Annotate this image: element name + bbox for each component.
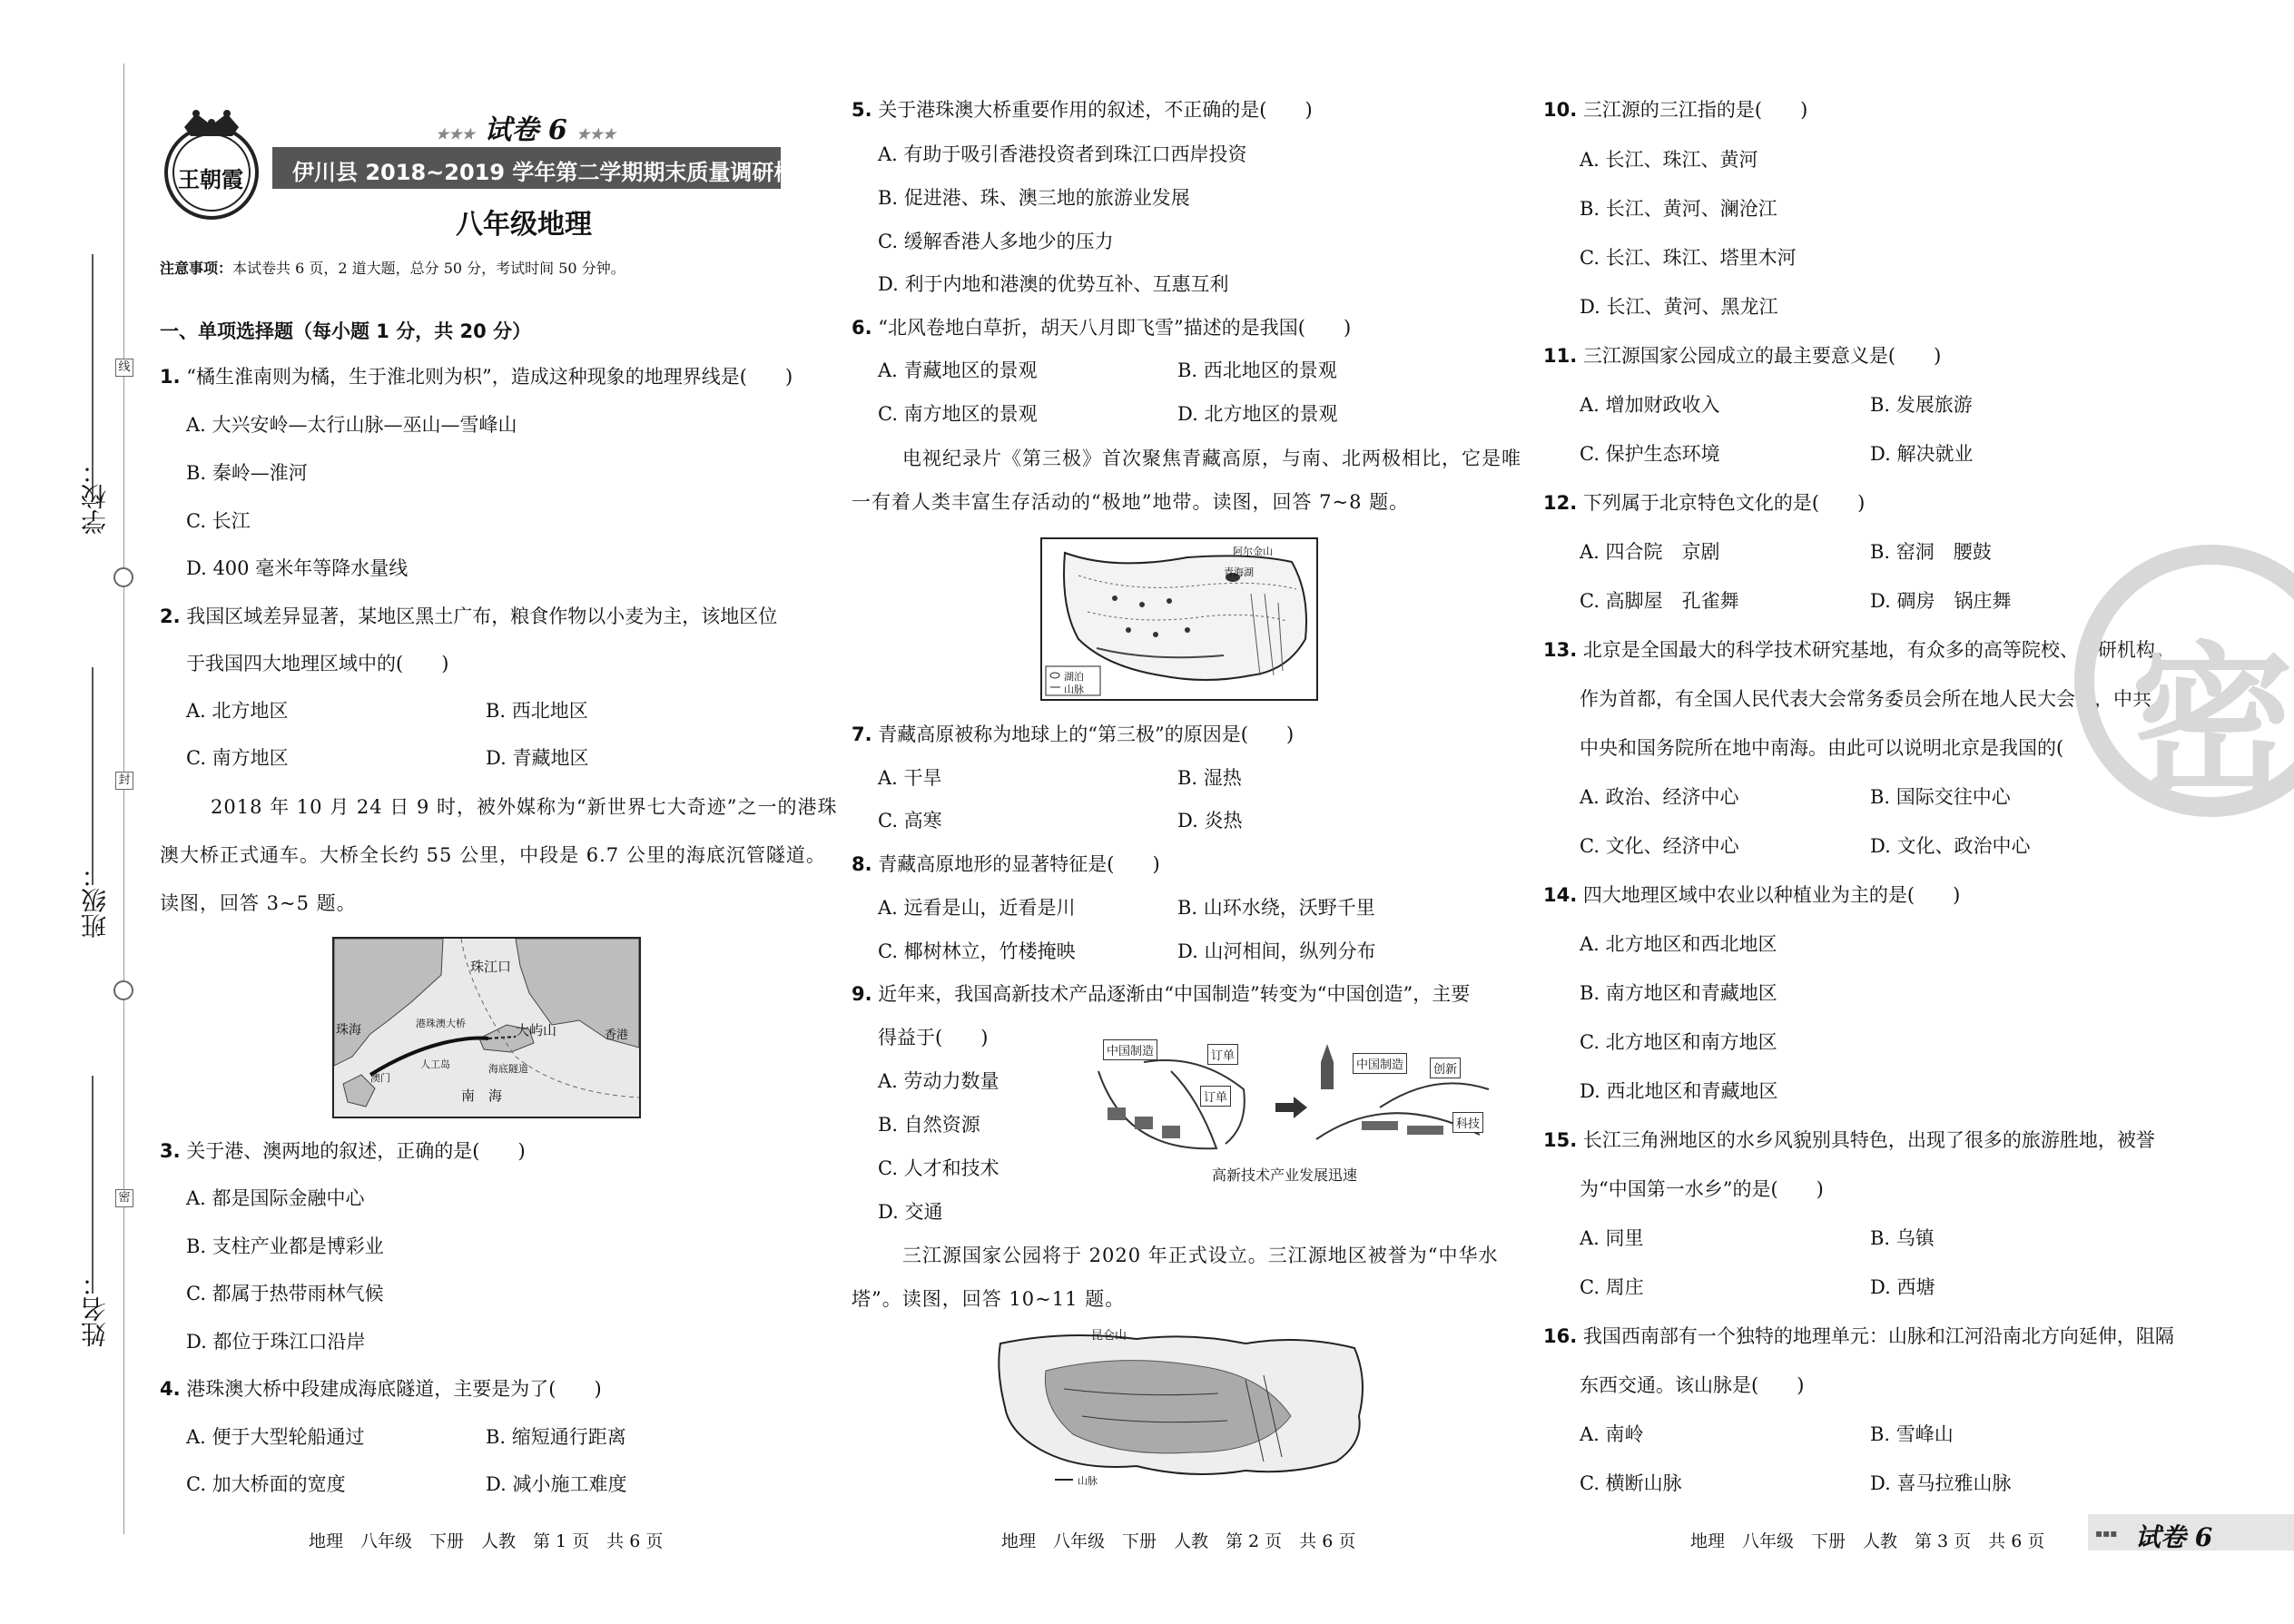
- question-2: 2. 我国区域差异显著，某地区黑土广布，粮食作物以小麦为主，该地区位: [160, 605, 778, 627]
- notice-text: 本试卷共 6 页，2 道大题，总分 50 分，考试时间 50 分钟。: [232, 260, 625, 277]
- question-14: 14. 四大地理区域中农业以种植业为主的是( ): [1543, 884, 1961, 906]
- map1-label-lantau: 大屿山: [516, 1022, 557, 1038]
- intro-7-8-line2: 一有着人类丰富生存活动的“极地”地带。读图，回答 7~8 题。: [852, 491, 1410, 513]
- q13-option-b[interactable]: B. 国际交往中心: [1870, 786, 2011, 808]
- q4-option-c[interactable]: C. 加大桥面的宽度: [186, 1473, 346, 1495]
- q5-option-c[interactable]: C. 缓解香港人多地少的压力: [878, 231, 1114, 252]
- fig9-label-innovation: 创新: [1430, 1058, 1461, 1078]
- map3-legend-mountain: 山脉: [1078, 1475, 1098, 1487]
- q12-option-b[interactable]: B. 窑洞 腰鼓: [1870, 541, 1992, 563]
- question-8: 8. 青藏高原地形的显著特征是( ): [852, 853, 1160, 875]
- q11-option-b[interactable]: B. 发展旅游: [1870, 394, 1973, 416]
- q1-option-a[interactable]: A. 大兴安岭—太行山脉—巫山—雪峰山: [186, 414, 517, 436]
- section-title: 一、单项选择题（每小题 1 分，共 20 分）: [160, 320, 532, 342]
- q1-option-c[interactable]: C. 长江: [186, 510, 251, 532]
- map1-label-zhuhai: 珠海: [336, 1023, 361, 1038]
- footer-badge: [2088, 1514, 2294, 1550]
- q14-option-b[interactable]: B. 南方地区和青藏地区: [1580, 982, 1777, 1004]
- question-3: 3. 关于港、澳两地的叙述，正确的是( ): [160, 1140, 526, 1162]
- question-9: 9. 近年来，我国高新技术产品逐渐由“中国制造”转变为“中国创造”，主要: [852, 983, 1471, 1005]
- seal-stamp-3: 密: [115, 1189, 133, 1207]
- q12-option-c[interactable]: C. 高脚屋 孔雀舞: [1580, 590, 1739, 612]
- map1-label-estuary: 珠江口: [470, 959, 512, 975]
- q4-option-d[interactable]: D. 减小施工难度: [486, 1473, 627, 1495]
- q6-option-b[interactable]: B. 西北地区的景观: [1177, 359, 1337, 381]
- intro-3-5-line1: 2018 年 10 月 24 日 9 时，被外媒称为“新世界七大奇迹”之一的港珠: [211, 796, 838, 818]
- q2-option-b[interactable]: B. 西北地区: [486, 700, 588, 722]
- q13-option-c[interactable]: C. 文化、经济中心: [1580, 835, 1739, 857]
- question-16: 16. 我国西南部有一个独特的地理单元：山脉和江河沿南北方向延伸，阻隔: [1543, 1325, 2174, 1347]
- figure-high-tech-industry: [1089, 1035, 1507, 1189]
- question-15: 15. 长江三角洲地区的水乡风貌别具特色，出现了很多的旅游胜地，被誉: [1543, 1129, 2155, 1151]
- q11-option-d[interactable]: D. 解决就业: [1870, 443, 1974, 465]
- q10-option-c[interactable]: C. 长江、珠江、塔里木河: [1580, 247, 1797, 269]
- seal-stamp-2: 封: [115, 772, 133, 790]
- footer-page-1: 地理 八年级 下册 人教 第 1 页 共 6 页: [309, 1531, 664, 1551]
- q8-option-c[interactable]: C. 椰树林立，竹楼掩映: [878, 940, 1076, 962]
- question-4: 4. 港珠澳大桥中段建成海底隧道，主要是为了( ): [160, 1378, 602, 1400]
- question-16-line2: 东西交通。该山脉是( ): [1580, 1374, 1805, 1396]
- q6-option-c[interactable]: C. 南方地区的景观: [878, 403, 1038, 425]
- q8-option-b[interactable]: B. 山环水绕，沃野千里: [1177, 897, 1375, 919]
- q7-option-d[interactable]: D. 炎热: [1177, 810, 1243, 832]
- intro-10-11-line2: 塔”。读图，回答 10~11 题。: [852, 1288, 1126, 1310]
- question-11: 11. 三江源国家公园成立的最主要意义是( ): [1543, 345, 1942, 367]
- question-1: 1. “橘生淮南则为橘，生于淮北则为枳”，造成这种现象的地理界线是( ): [160, 366, 793, 388]
- exam-badge-text: 试卷 6: [484, 114, 567, 146]
- fig9-label-made-in-china-2: 中国制造: [1353, 1053, 1407, 1074]
- q6-option-a[interactable]: A. 青藏地区的景观: [878, 359, 1038, 381]
- q11-option-a[interactable]: A. 增加财政收入: [1580, 394, 1720, 416]
- q15-option-d[interactable]: D. 西塘: [1870, 1276, 1935, 1298]
- question-2-line2: 于我国四大地理区域中的( ): [186, 653, 449, 674]
- q10-option-b[interactable]: B. 长江、黄河、澜沧江: [1580, 198, 1777, 220]
- notice-label: 注意事项：: [160, 260, 233, 277]
- notice: [160, 257, 625, 278]
- q10-option-a[interactable]: A. 长江、珠江、黄河: [1580, 149, 1758, 171]
- map-qinghai-tibet-plateau: [1040, 537, 1318, 701]
- q1-option-d[interactable]: D. 400 毫米年等降水量线: [186, 557, 409, 579]
- question-5: 5. 关于港珠澳大桥重要作用的叙述，不正确的是( ): [852, 99, 1313, 121]
- footer-badge-squares: ▪▪▪: [2095, 1527, 2118, 1540]
- intro-7-8-line1: 电视纪录片《第三极》首次聚焦青藏高原，与南、北两极相比，它是唯: [902, 448, 1521, 469]
- q15-option-c[interactable]: C. 周庄: [1580, 1276, 1644, 1298]
- logo-text: 王朝霞: [178, 166, 243, 192]
- q5-option-d[interactable]: D. 利于内地和港澳的优势互补、互惠互利: [878, 273, 1229, 295]
- map2-legend-mountain: 山脉: [1064, 684, 1084, 695]
- map1-label-hongkong: 香港: [605, 1029, 629, 1042]
- exam-title: 伊川县 2018~2019 学年第二学期期末质量调研检测试卷: [292, 160, 861, 185]
- exam-title-bar: [272, 147, 861, 189]
- q13-option-a[interactable]: A. 政治、经济中心: [1580, 786, 1739, 808]
- q3-option-b[interactable]: B. 支柱产业都是博彩业: [186, 1235, 384, 1257]
- q11-option-c[interactable]: C. 保护生态环境: [1580, 443, 1720, 465]
- intro-10-11-line1: 三江源国家公园将于 2020 年正式设立。三江源地区被誉为“中华水: [902, 1245, 1499, 1266]
- fig9-caption: 高新技术产业发展迅速: [1212, 1166, 1358, 1184]
- footer-page-3: 地理 八年级 下册 人教 第 3 页 共 6 页: [1690, 1531, 2045, 1551]
- q2-option-d[interactable]: D. 青藏地区: [486, 747, 589, 769]
- question-9-line2: 得益于( ): [878, 1027, 989, 1048]
- map1-label-tunnel: 海底隧道: [488, 1063, 528, 1075]
- question-13-line3: 中央和国务院所在地中南海。由此可以说明北京是我国的( ): [1580, 737, 2110, 759]
- q16-option-c[interactable]: C. 横断山脉: [1580, 1472, 1682, 1494]
- fig9-label-technology: 科技: [1452, 1112, 1483, 1133]
- question-7: 7. 青藏高原被称为地球上的“第三极”的原因是( ): [852, 723, 1295, 745]
- q1-option-b[interactable]: B. 秦岭—淮河: [186, 462, 308, 484]
- q7-option-a[interactable]: A. 干旱: [878, 767, 942, 789]
- q14-option-a[interactable]: A. 北方地区和西北地区: [1580, 933, 1777, 955]
- school-label: 学校：: [80, 458, 110, 535]
- q8-option-a[interactable]: A. 远看是山，近看是川: [878, 897, 1076, 919]
- binding-hole-1: [113, 567, 133, 587]
- map1-label-macao: 澳门: [370, 1072, 390, 1084]
- q6-option-d[interactable]: D. 北方地区的景观: [1177, 403, 1338, 425]
- map2-label-qinghai-lake: 青海湖: [1224, 566, 1254, 578]
- q16-option-d[interactable]: D. 喜马拉雅山脉: [1870, 1472, 2012, 1494]
- class-label: 班级：: [80, 862, 110, 939]
- q9-option-c[interactable]: C. 人才和技术: [878, 1157, 999, 1179]
- binding-hole-2: [113, 980, 133, 1000]
- binding-line-3: [92, 1076, 94, 1294]
- seal-stamp-1: 线: [115, 359, 133, 377]
- intro-3-5-line2: 澳大桥正式通车。大桥全长约 55 公里，中段是 6.7 公里的海底沉管隧道。: [160, 844, 826, 866]
- q7-option-c[interactable]: C. 高寒: [878, 810, 942, 832]
- question-12: 12. 下列属于北京特色文化的是( ): [1543, 492, 1866, 514]
- cut-line: [123, 64, 124, 1534]
- map1-label-south-sea: 南 海: [461, 1088, 503, 1104]
- fig9-label-order-1: 订单: [1207, 1044, 1238, 1065]
- binding-line-2: [92, 667, 94, 885]
- q12-option-a[interactable]: A. 四合院 京剧: [1580, 541, 1720, 563]
- q14-option-d[interactable]: D. 西北地区和青藏地区: [1580, 1080, 1778, 1102]
- fig9-label-order-2: 订单: [1200, 1086, 1231, 1107]
- q10-option-d[interactable]: D. 长江、黄河、黑龙江: [1580, 296, 1778, 318]
- q4-option-b[interactable]: B. 缩短通行距离: [486, 1426, 626, 1448]
- watermark-glyph: 密: [2131, 628, 2294, 817]
- q9-option-d[interactable]: D. 交通: [878, 1201, 943, 1223]
- footer-page-2: 地理 八年级 下册 人教 第 2 页 共 6 页: [1001, 1531, 1356, 1551]
- q8-option-d[interactable]: D. 山河相间，纵列分布: [1177, 940, 1376, 962]
- q7-option-b[interactable]: B. 湿热: [1177, 767, 1242, 789]
- map2-legend-lake: 湖泊: [1064, 671, 1084, 683]
- q9-option-a[interactable]: A. 劳动力数量: [878, 1070, 999, 1092]
- q4-option-a[interactable]: A. 便于大型轮船通过: [186, 1426, 365, 1448]
- map1-label-artificial-island: 人工岛: [420, 1058, 450, 1070]
- q16-option-a[interactable]: A. 南岭: [1580, 1423, 1644, 1445]
- question-10: 10. 三江源的三江指的是( ): [1543, 99, 1808, 121]
- q15-option-b[interactable]: B. 乌镇: [1870, 1227, 1935, 1249]
- q3-option-d[interactable]: D. 都位于珠江口沿岸: [186, 1331, 366, 1353]
- q15-option-a[interactable]: A. 同里: [1580, 1227, 1644, 1249]
- intro-3-5-line3: 读图，回答 3~5 题。: [160, 892, 357, 914]
- map2-label-altun: 阿尔金山: [1233, 546, 1273, 557]
- map-hong-kong-zhuhai-macao-bridge: [332, 937, 641, 1118]
- footer-badge-text: 试卷 6: [2135, 1522, 2213, 1552]
- exam-badge: ★★★ 试卷 6 ★★★: [436, 114, 616, 146]
- q14-option-c[interactable]: C. 北方地区和南方地区: [1580, 1031, 1777, 1053]
- q9-option-b[interactable]: B. 自然资源: [878, 1114, 980, 1136]
- q2-option-a[interactable]: A. 北方地区: [186, 700, 289, 722]
- map-sanjiangyuan: [991, 1325, 1373, 1487]
- q3-option-c[interactable]: C. 都属于热带雨林气候: [186, 1283, 384, 1304]
- confidential-watermark: [2074, 545, 2294, 817]
- map3-label-kunlun: 昆仑山: [1091, 1329, 1127, 1343]
- question-15-line2: 为“中国第一水乡”的是( ): [1580, 1178, 1824, 1200]
- q5-option-a[interactable]: A. 有助于吸引香港投资者到珠江口西岸投资: [878, 143, 1247, 165]
- question-13-line2: 作为首都，有全国人民代表大会常务委员会所在地人民大会堂，中共: [1580, 688, 2151, 710]
- subject-title: 八年级地理: [456, 209, 592, 241]
- map1-label-bridge: 港珠澳大桥: [416, 1018, 466, 1029]
- q2-option-c[interactable]: C. 南方地区: [186, 747, 289, 769]
- fig9-label-made-in-china: 中国制造: [1103, 1039, 1157, 1060]
- q16-option-b[interactable]: B. 雪峰山: [1870, 1423, 1954, 1445]
- publisher-logo: [160, 109, 264, 222]
- q13-option-d[interactable]: D. 文化、政治中心: [1870, 835, 2031, 857]
- q12-option-d[interactable]: D. 碉房 锅庄舞: [1870, 590, 2012, 612]
- question-6: 6. “北风卷地白草折，胡天八月即飞雪”描述的是我国( ): [852, 317, 1352, 339]
- question-13: 13. 北京是全国最大的科学技术研究基地，有众多的高等院校、科研机构。: [1543, 639, 2174, 661]
- q3-option-a[interactable]: A. 都是国际金融中心: [186, 1187, 365, 1209]
- q5-option-b[interactable]: B. 促进港、珠、澳三地的旅游业发展: [878, 187, 1190, 209]
- name-label: 姓名：: [80, 1271, 110, 1347]
